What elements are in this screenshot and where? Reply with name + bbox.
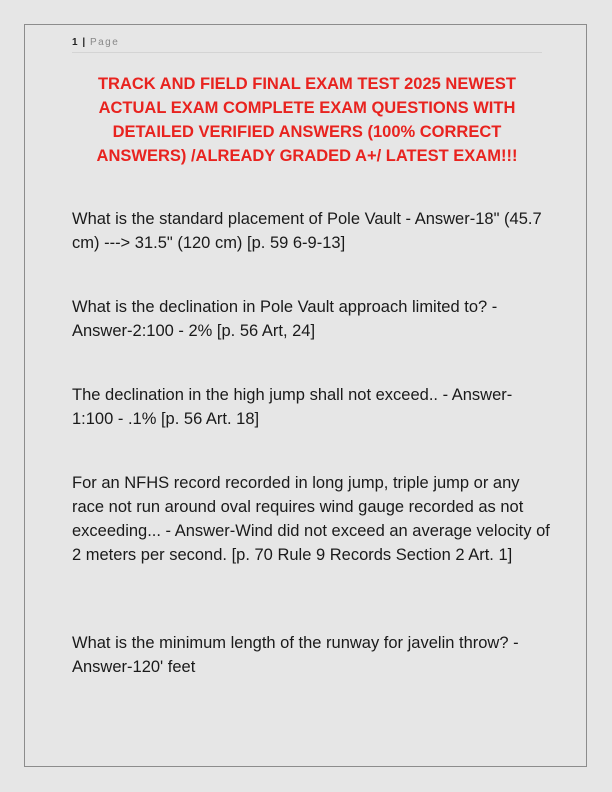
- qa-item-2: What is the declination in Pole Vault approach limited to? - Answer-2:100 - 2% [p. 56 Art, 24]: [72, 298, 498, 340]
- page-header: [72, 36, 542, 53]
- page-label: Page: [89, 37, 120, 48]
- page-number: 1: [72, 37, 78, 48]
- qa-item-1: What is the standard placement of Pole Vault - Answer-18" (45.7 cm) ---> 31.5" (120 cm) [p. 59 6-9-13]: [72, 210, 542, 252]
- qa-item-4: For an NFHS record recorded in long jump, triple jump or any race not run around oval requires wind gauge recorded as not exceeding... - Answer-Wind did not exceed an average velocity of 2 meters per second. [p. 70 Rule 9 Records Section 2 Art. 1]: [72, 474, 550, 564]
- header-separator: |: [82, 37, 86, 48]
- qa-item-5: What is the minimum length of the runway for javelin throw? - Answer-120' feet: [72, 634, 519, 676]
- document-title: TRACK AND FIELD FINAL EXAM TEST 2025 NEWEST ACTUAL EXAM COMPLETE EXAM QUESTIONS WITH DETAILED VERIFIED ANSWERS (100% CORRECT ANSWERS) /ALREADY GRADED A+/ LATEST EXAM!!!: [96, 75, 518, 165]
- qa-item-3: The declination in the high jump shall not exceed.. - Answer-1:100 - .1% [p. 56 Art. 18]: [72, 386, 513, 428]
